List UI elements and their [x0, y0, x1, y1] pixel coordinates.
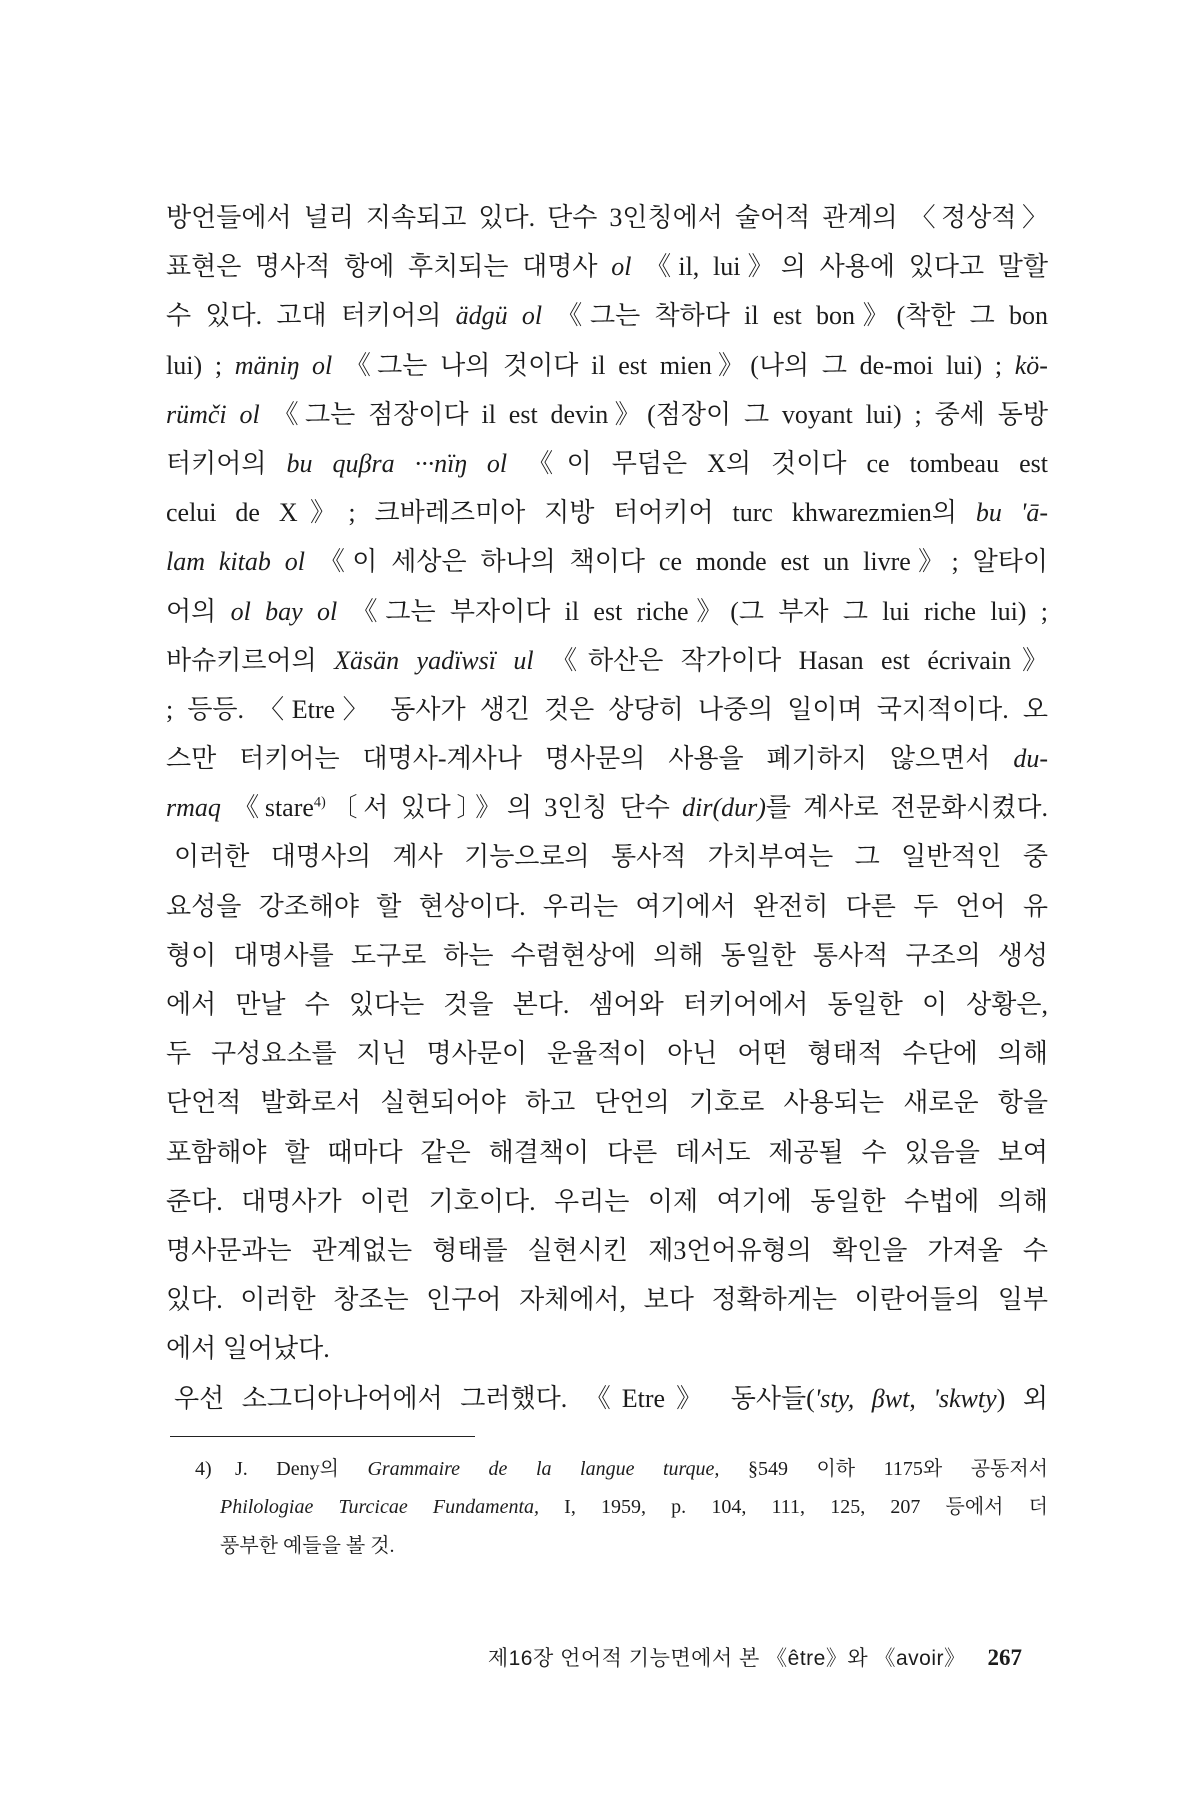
page-number: 267 — [987, 1645, 1022, 1670]
footnote-line — [195, 1527, 1048, 1565]
text-line — [166, 242, 1048, 291]
text-run: 풍부한 예들을 볼 것. — [220, 1534, 395, 1557]
text-run: celui de X》; 크바레즈미아 지방 터어키어 turc khwarezmien의 — [166, 498, 976, 528]
text-run: 단언적 발화로서 실현되어야 하고 단언의 기호로 사용되는 새로운 항을 — [166, 1088, 1048, 1118]
text-line — [166, 341, 1048, 390]
paragraph — [166, 193, 1048, 832]
italic-text: dir(dur) — [682, 793, 766, 823]
text-run: 요성을 강조해야 할 현상이다. 우리는 여기에서 완전히 다른 두 언어 유 — [166, 891, 1048, 921]
text-run: 《그는 부자이다 il est riche》(그 부자 그 lui riche lui) ; — [337, 596, 1048, 626]
text-run: 바슈키르어의 — [166, 645, 335, 675]
text-run: 포함해야 할 때마다 같은 해결책이 다른 데서도 제공될 수 있음을 보여 — [166, 1137, 1048, 1167]
text-line — [166, 734, 1048, 783]
italic-text: mäniŋ ol — [234, 350, 333, 380]
text-line — [166, 291, 1048, 340]
running-head: 제16장 언어적 기능면에서 본 《être》와 《avoir》 — [487, 1647, 966, 1670]
text-line — [166, 1275, 1048, 1324]
text-line — [166, 685, 1048, 734]
text-run: 터키어의 — [166, 448, 287, 478]
text-run: §549 이하 1175와 공동저서 — [719, 1458, 1048, 1480]
paragraph — [166, 1374, 1048, 1423]
paragraph — [166, 832, 1048, 1373]
text-run: 를 계사로 전문화시켰다. — [765, 793, 1048, 823]
text-line — [166, 1324, 1048, 1373]
footnote-rule — [170, 1436, 475, 1437]
text-run: 《il, lui》의 사용에 있다고 말할 — [631, 252, 1048, 282]
text-run: lui) ; — [166, 350, 235, 380]
italic-text: ol bay ol — [230, 596, 338, 626]
text-run: ) 외 — [996, 1383, 1048, 1413]
text-line — [166, 980, 1048, 1029]
text-line — [166, 1029, 1048, 1078]
text-run: 있다. 이러한 창조는 인구어 자체에서, 보다 정확하게는 이란어들의 일부 — [166, 1285, 1048, 1315]
text-line — [166, 1128, 1048, 1177]
italic-text: bu quβra ···nïŋ ol — [286, 448, 508, 478]
footnote — [195, 1450, 1048, 1565]
text-run: 《그는 착하다 il est bon》(착한 그 bon — [542, 301, 1048, 331]
text-line — [166, 193, 1048, 242]
text-line — [166, 587, 1048, 636]
footnote-number: 4) — [195, 1458, 212, 1480]
italic-text: lam kitab ol — [166, 547, 305, 577]
text-line — [166, 882, 1048, 931]
text-run: 《stare — [220, 793, 314, 823]
text-run: 에서 만날 수 있다는 것을 본다. 셈어와 터키어에서 동일한 이 상황은, — [166, 990, 1048, 1019]
text-line — [166, 1226, 1048, 1275]
text-run: 《그는 나의 것이다 il est mien》(나의 그 de-moi lui) ; — [332, 350, 1015, 380]
footnote-reference: 4) — [313, 794, 326, 811]
footnote-line — [195, 1488, 1048, 1526]
body-text — [166, 193, 1048, 1423]
text-line — [166, 1177, 1048, 1226]
italic-text: Philologiae Turcicae Fundamenta, — [220, 1496, 540, 1519]
text-run: 준다. 대명사가 이런 기호이다. 우리는 이제 여기에 동일한 수법에 의해 — [166, 1186, 1048, 1216]
text-line — [166, 783, 1048, 832]
text-line — [166, 439, 1048, 488]
italic-text: ol — [611, 252, 632, 282]
italic-text: du- — [1013, 744, 1048, 774]
text-run: 방언들에서 널리 지속되고 있다. 단수 3인칭에서 술어적 관계의 〈정상적〉 — [166, 203, 1048, 232]
text-run: 이러한 대명사의 계사 기능으로의 통사적 가치부여는 그 일반적인 중 — [174, 842, 1048, 872]
italic-text: rümči ol — [166, 399, 260, 429]
text-run: 《이 무덤은 X의 것이다 ce tombeau est — [507, 448, 1048, 478]
running-footer — [488, 1638, 1022, 1679]
text-run: 《하산은 작가이다 Hasan est écrivain》 — [533, 645, 1048, 675]
text-line — [166, 537, 1048, 586]
text-line — [166, 1078, 1048, 1127]
footnote-line — [195, 1450, 1048, 1488]
text-run: J. Deny의 — [235, 1458, 368, 1480]
text-run: 두 구성요소를 지닌 명사문이 운율적이 아닌 어떤 형태적 수단에 의해 — [166, 1039, 1048, 1069]
text-line — [166, 832, 1048, 881]
text-run: 《그는 점장이다 il est devin》(점장이 그 voyant lui) ; 중세 동방 — [259, 399, 1048, 429]
italic-text: Xäsän yadïwsï ul — [334, 645, 534, 675]
text-run: 스만 터키어는 대명사-계사나 명사문의 사용을 폐기하지 않으면서 — [166, 744, 1014, 774]
italic-text: kö- — [1014, 350, 1048, 380]
text-run: 표현은 명사적 항에 후치되는 대명사 — [166, 252, 612, 282]
text-line — [166, 1374, 1048, 1423]
footnote-text — [195, 1450, 1048, 1565]
text-line — [166, 931, 1048, 980]
text-run: 어의 — [166, 596, 231, 626]
text-run: 에서 일어났다. — [166, 1334, 330, 1364]
text-run: 우선 소그디아나어에서 그러했다. 《Etre》 동사들( — [174, 1383, 815, 1413]
text-run: 수 있다. 고대 터키어의 — [166, 301, 456, 331]
text-run: I, 1959, p. 104, 111, 125, 207 등에서 더 — [539, 1496, 1048, 1519]
italic-text: 'sty, βwt, 'skwty — [814, 1383, 997, 1413]
italic-text: bu 'ā- — [975, 498, 1048, 528]
text-run: ; 등등. 〈Etre〉 동사가 생긴 것은 상당히 나중의 일이며 국지적이다. 오 — [166, 694, 1048, 724]
text-line — [166, 390, 1048, 439]
text-line — [166, 636, 1048, 685]
text-run: 형이 대명사를 도구로 하는 수렴현상에 의해 동일한 통사적 구조의 생성 — [166, 940, 1048, 970]
text-run: 《이 세상은 하나의 책이다 ce monde est un livre》; 알타이 — [304, 547, 1048, 577]
italic-text: ädgü ol — [455, 301, 543, 331]
text-run: 〔서 있다〕》의 3인칭 단수 — [325, 793, 683, 823]
text-line — [166, 488, 1048, 537]
italic-text: rmaq — [166, 793, 221, 823]
text-run: 명사문과는 관계없는 형태를 실현시킨 제3언어유형의 확인을 가져올 수 — [166, 1235, 1048, 1265]
italic-text: Grammaire de la langue turque, — [367, 1458, 720, 1480]
